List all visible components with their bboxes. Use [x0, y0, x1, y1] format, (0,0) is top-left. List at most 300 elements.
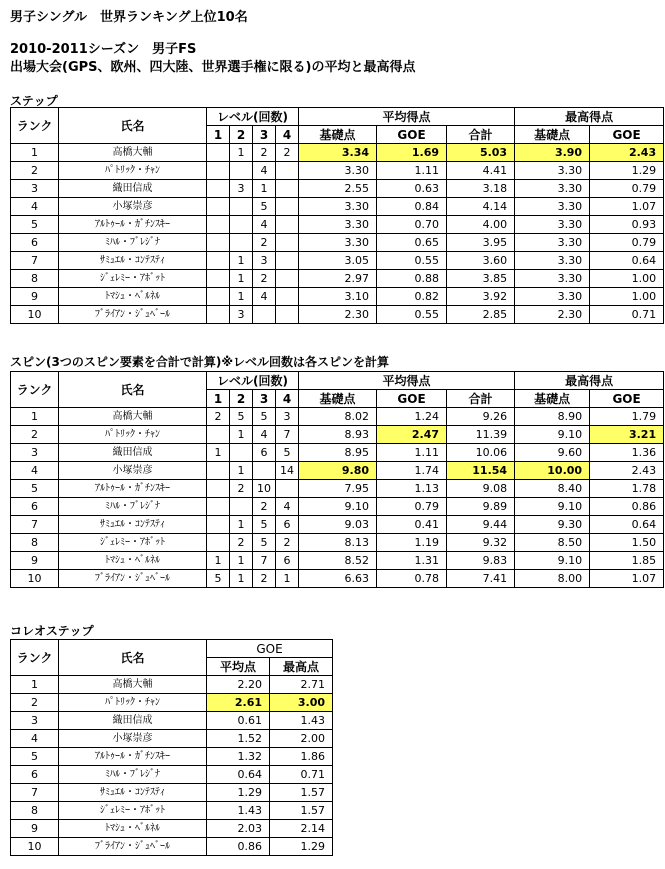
rank-header: ランク [11, 640, 59, 676]
max-base-cell: 9.10 [515, 552, 590, 570]
goe-cell: 0.63 [377, 180, 447, 198]
max-goe-cell: 0.79 [590, 180, 664, 198]
name-cell: ﾐﾊﾙ・ﾌﾞﾚｼﾞﾅ [59, 498, 207, 516]
level-4-cell [276, 252, 299, 270]
name-cell: ﾌﾞﾗｲｱﾝ・ｼﾞｭﾍﾞｰﾙ [59, 570, 207, 588]
name-header: 氏名 [59, 640, 207, 676]
level-3-cell: 2 [253, 234, 276, 252]
level-3-cell: 10 [253, 480, 276, 498]
max-base-cell: 8.50 [515, 534, 590, 552]
goe-cell: 1.19 [377, 534, 447, 552]
base-cell: 8.13 [299, 534, 377, 552]
total-cell: 3.18 [447, 180, 515, 198]
max-cell: 3.00 [270, 694, 333, 712]
table-row [11, 306, 664, 324]
level-3-cell: 5 [253, 408, 276, 426]
avg-cell: 2.20 [207, 676, 270, 694]
total-header: 合計 [447, 126, 515, 144]
base-header: 基礎点 [299, 390, 377, 408]
level-3-cell: 4 [253, 288, 276, 306]
table-row [11, 802, 333, 820]
level-2-header: 2 [230, 390, 253, 408]
level-4-cell: 14 [276, 462, 299, 480]
max-base-cell: 9.30 [515, 516, 590, 534]
table-row [11, 838, 333, 856]
total-header: 合計 [447, 390, 515, 408]
level-1-cell [207, 426, 230, 444]
rank-cell: 3 [11, 180, 59, 198]
max-base-cell: 10.00 [515, 462, 590, 480]
max-base-header: 基礎点 [515, 126, 590, 144]
rank-cell: 4 [11, 198, 59, 216]
name-cell: 高橋大輔 [59, 408, 207, 426]
table-row [11, 534, 664, 552]
table-row [11, 180, 664, 198]
level-4-cell [276, 162, 299, 180]
level-1-header: 1 [207, 126, 230, 144]
base-cell: 2.97 [299, 270, 377, 288]
total-cell: 9.83 [447, 552, 515, 570]
total-cell: 3.92 [447, 288, 515, 306]
total-cell: 7.41 [447, 570, 515, 588]
base-cell: 9.10 [299, 498, 377, 516]
name-cell: ﾊﾟﾄﾘｯｸ・ﾁｬﾝ [59, 426, 207, 444]
name-cell: ｼﾞｪﾚﾐｰ・ｱﾎﾞｯﾄ [59, 270, 207, 288]
level-3-cell: 7 [253, 552, 276, 570]
name-cell: 高橋大輔 [59, 676, 207, 694]
level-3-header: 3 [253, 126, 276, 144]
level-1-cell [207, 270, 230, 288]
total-cell: 3.85 [447, 270, 515, 288]
base-cell: 3.30 [299, 198, 377, 216]
rank-cell: 2 [11, 162, 59, 180]
name-cell: 小塚崇彦 [59, 462, 207, 480]
goe-cell: 0.82 [377, 288, 447, 306]
max-goe-cell: 0.79 [590, 234, 664, 252]
max-base-cell: 3.30 [515, 162, 590, 180]
choreo-table [10, 639, 333, 856]
name-cell: 高橋大輔 [59, 144, 207, 162]
max-goe-cell: 1.78 [590, 480, 664, 498]
name-cell: 小塚崇彦 [59, 198, 207, 216]
goe-cell: 0.55 [377, 252, 447, 270]
table-row [11, 570, 664, 588]
level-4-cell: 6 [276, 552, 299, 570]
base-cell: 7.95 [299, 480, 377, 498]
level-2-cell: 1 [230, 516, 253, 534]
avg-cell: 2.03 [207, 820, 270, 838]
goe-cell: 0.70 [377, 216, 447, 234]
max-base-cell: 3.30 [515, 234, 590, 252]
level-2-cell: 1 [230, 462, 253, 480]
base-cell: 2.30 [299, 306, 377, 324]
max-goe-cell: 1.07 [590, 570, 664, 588]
avg-cell: 0.86 [207, 838, 270, 856]
total-cell: 4.41 [447, 162, 515, 180]
level-3-cell [253, 462, 276, 480]
table-row [11, 426, 664, 444]
rank-cell: 5 [11, 480, 59, 498]
base-cell: 3.05 [299, 252, 377, 270]
goe-cell: 1.69 [377, 144, 447, 162]
total-cell: 10.06 [447, 444, 515, 462]
level-3-cell: 2 [253, 270, 276, 288]
avg-cell: 1.29 [207, 784, 270, 802]
level-2-cell: 1 [230, 426, 253, 444]
avg-header: 平均得点 [299, 108, 515, 126]
max-goe-cell: 1.85 [590, 552, 664, 570]
level-3-cell: 5 [253, 516, 276, 534]
level-1-header: 1 [207, 390, 230, 408]
base-cell: 3.30 [299, 216, 377, 234]
goe-cell: 1.11 [377, 444, 447, 462]
rank-cell: 10 [11, 306, 59, 324]
total-cell: 5.03 [447, 144, 515, 162]
base-cell: 6.63 [299, 570, 377, 588]
name-cell: ｼﾞｪﾚﾐｰ・ｱﾎﾞｯﾄ [59, 534, 207, 552]
max-goe-cell: 1.29 [590, 162, 664, 180]
level-1-cell [207, 252, 230, 270]
goe-cell: 1.13 [377, 480, 447, 498]
goe-header: GOE [207, 640, 333, 658]
level-4-cell [276, 180, 299, 198]
max-base-cell: 8.90 [515, 408, 590, 426]
name-cell: 織田信成 [59, 444, 207, 462]
max-cell: 1.86 [270, 748, 333, 766]
name-cell: 織田信成 [59, 712, 207, 730]
level-2-cell [230, 198, 253, 216]
name-cell: ｱﾙﾄｩｰﾙ・ｶﾞﾁﾝｽｷｰ [59, 480, 207, 498]
avg-cell: 0.61 [207, 712, 270, 730]
level-3-cell: 2 [253, 498, 276, 516]
max-base-header: 基礎点 [515, 390, 590, 408]
goe-cell: 1.11 [377, 162, 447, 180]
level-3-header: 3 [253, 390, 276, 408]
rank-cell: 8 [11, 802, 59, 820]
level-1-cell [207, 306, 230, 324]
rank-cell: 2 [11, 694, 59, 712]
rank-cell: 7 [11, 784, 59, 802]
goe-cell: 0.65 [377, 234, 447, 252]
name-cell: ﾐﾊﾙ・ﾌﾞﾚｼﾞﾅ [59, 234, 207, 252]
level-2-cell: 3 [230, 306, 253, 324]
level-3-cell: 1 [253, 180, 276, 198]
total-cell: 9.89 [447, 498, 515, 516]
total-cell: 9.26 [447, 408, 515, 426]
table-row [11, 694, 333, 712]
level-2-cell: 3 [230, 180, 253, 198]
level-header: レベル(回数) [207, 372, 299, 390]
name-cell: ﾊﾟﾄﾘｯｸ・ﾁｬﾝ [59, 694, 207, 712]
avg-header: 平均点 [207, 658, 270, 676]
table-row [11, 270, 664, 288]
total-cell: 4.14 [447, 198, 515, 216]
base-cell: 8.93 [299, 426, 377, 444]
level-3-cell: 3 [253, 252, 276, 270]
max-header: 最高点 [270, 658, 333, 676]
rank-cell: 1 [11, 408, 59, 426]
max-cell: 2.00 [270, 730, 333, 748]
total-cell: 3.60 [447, 252, 515, 270]
rank-cell: 7 [11, 516, 59, 534]
season-line: 2010-2011シーズン 男子FS [10, 42, 197, 57]
max-goe-header: GOE [590, 390, 664, 408]
level-2-cell: 1 [230, 288, 253, 306]
rank-cell: 7 [11, 252, 59, 270]
level-1-cell: 5 [207, 570, 230, 588]
level-4-cell: 3 [276, 408, 299, 426]
total-cell: 4.00 [447, 216, 515, 234]
base-cell: 3.30 [299, 162, 377, 180]
table-row [11, 820, 333, 838]
goe-cell: 1.24 [377, 408, 447, 426]
max-goe-cell: 1.79 [590, 408, 664, 426]
goe-cell: 1.74 [377, 462, 447, 480]
rank-cell: 5 [11, 748, 59, 766]
level-2-cell: 2 [230, 534, 253, 552]
max-base-cell: 3.30 [515, 198, 590, 216]
goe-header: GOE [377, 126, 447, 144]
level-4-cell: 2 [276, 534, 299, 552]
level-1-cell [207, 498, 230, 516]
name-cell: ｻﾐｭｴﾙ・ｺﾝﾃｽﾃｨ [59, 252, 207, 270]
table-row [11, 766, 333, 784]
name-cell: ｻﾐｭｴﾙ・ｺﾝﾃｽﾃｨ [59, 516, 207, 534]
base-cell: 8.52 [299, 552, 377, 570]
level-4-cell: 1 [276, 570, 299, 588]
spin-section-title: スピン(3つのスピン要素を合計で計算)※レベル回数は各スピンを計算 [10, 355, 389, 369]
total-cell: 9.32 [447, 534, 515, 552]
name-cell: ﾐﾊﾙ・ﾌﾞﾚｼﾞﾅ [59, 766, 207, 784]
level-1-cell [207, 234, 230, 252]
level-3-cell: 4 [253, 426, 276, 444]
competitions-line: 出場大会(GPS、欧州、四大陸、世界選手権に限る)の平均と最高得点 [10, 60, 416, 75]
total-cell: 9.08 [447, 480, 515, 498]
name-cell: ﾊﾟﾄﾘｯｸ・ﾁｬﾝ [59, 162, 207, 180]
table-row [11, 288, 664, 306]
total-cell: 9.44 [447, 516, 515, 534]
max-cell: 2.71 [270, 676, 333, 694]
table-row [11, 712, 333, 730]
level-4-header: 4 [276, 390, 299, 408]
level-1-cell [207, 162, 230, 180]
max-goe-cell: 2.43 [590, 144, 664, 162]
level-1-cell: 1 [207, 444, 230, 462]
rank-cell: 8 [11, 534, 59, 552]
name-cell: ﾌﾞﾗｲｱﾝ・ｼﾞｭﾍﾞｰﾙ [59, 838, 207, 856]
table-row [11, 444, 664, 462]
goe-cell: 2.47 [377, 426, 447, 444]
rank-cell: 10 [11, 838, 59, 856]
name-cell: ﾌﾞﾗｲｱﾝ・ｼﾞｭﾍﾞｰﾙ [59, 306, 207, 324]
choreo-section-title: コレオステップ [10, 624, 94, 638]
max-base-cell: 3.30 [515, 252, 590, 270]
total-cell: 2.85 [447, 306, 515, 324]
avg-cell: 1.32 [207, 748, 270, 766]
base-cell: 8.02 [299, 408, 377, 426]
goe-cell: 0.55 [377, 306, 447, 324]
goe-cell: 0.79 [377, 498, 447, 516]
rank-cell: 1 [11, 144, 59, 162]
rank-cell: 2 [11, 426, 59, 444]
name-cell: 小塚崇彦 [59, 730, 207, 748]
table-row [11, 730, 333, 748]
max-goe-cell: 0.64 [590, 252, 664, 270]
level-4-cell [276, 198, 299, 216]
max-base-cell: 9.10 [515, 426, 590, 444]
level-4-cell [276, 306, 299, 324]
level-4-cell [276, 270, 299, 288]
level-2-header: 2 [230, 126, 253, 144]
table-row [11, 198, 664, 216]
level-2-cell: 1 [230, 144, 253, 162]
rank-cell: 4 [11, 462, 59, 480]
max-cell: 1.43 [270, 712, 333, 730]
goe-cell: 0.88 [377, 270, 447, 288]
table-row [11, 252, 664, 270]
max-goe-cell: 1.00 [590, 270, 664, 288]
base-cell: 9.03 [299, 516, 377, 534]
base-cell: 8.95 [299, 444, 377, 462]
total-cell: 3.95 [447, 234, 515, 252]
max-goe-header: GOE [590, 126, 664, 144]
level-4-cell: 6 [276, 516, 299, 534]
rank-cell: 6 [11, 234, 59, 252]
goe-cell: 0.41 [377, 516, 447, 534]
max-base-cell: 8.40 [515, 480, 590, 498]
table-row [11, 216, 664, 234]
total-cell: 11.54 [447, 462, 515, 480]
level-2-cell [230, 444, 253, 462]
rank-cell: 1 [11, 676, 59, 694]
max-header: 最高得点 [515, 108, 664, 126]
level-4-cell [276, 216, 299, 234]
rank-cell: 9 [11, 288, 59, 306]
name-cell: 織田信成 [59, 180, 207, 198]
level-1-cell [207, 198, 230, 216]
level-4-cell: 2 [276, 144, 299, 162]
table-row [11, 498, 664, 516]
level-3-cell: 5 [253, 198, 276, 216]
max-goe-cell: 1.36 [590, 444, 664, 462]
max-base-cell: 9.10 [515, 498, 590, 516]
table-row [11, 408, 664, 426]
max-base-cell: 3.90 [515, 144, 590, 162]
table-row [11, 784, 333, 802]
level-1-cell [207, 144, 230, 162]
max-base-cell: 8.00 [515, 570, 590, 588]
rank-cell: 4 [11, 730, 59, 748]
max-goe-cell: 1.00 [590, 288, 664, 306]
level-1-cell [207, 516, 230, 534]
level-4-cell [276, 480, 299, 498]
avg-cell: 0.64 [207, 766, 270, 784]
name-cell: ｱﾙﾄｩｰﾙ・ｶﾞﾁﾝｽｷｰ [59, 748, 207, 766]
avg-cell: 2.61 [207, 694, 270, 712]
max-goe-cell: 0.86 [590, 498, 664, 516]
rank-cell: 3 [11, 712, 59, 730]
max-goe-cell: 1.07 [590, 198, 664, 216]
rank-header: ランク [11, 108, 59, 144]
goe-cell: 1.31 [377, 552, 447, 570]
level-3-cell: 4 [253, 216, 276, 234]
level-3-cell [253, 306, 276, 324]
rank-header: ランク [11, 372, 59, 408]
rank-cell: 3 [11, 444, 59, 462]
level-2-cell [230, 216, 253, 234]
goe-cell: 0.78 [377, 570, 447, 588]
rank-cell: 9 [11, 552, 59, 570]
max-goe-cell: 1.50 [590, 534, 664, 552]
level-3-cell: 4 [253, 162, 276, 180]
rank-cell: 8 [11, 270, 59, 288]
rank-cell: 5 [11, 216, 59, 234]
rank-cell: 10 [11, 570, 59, 588]
level-1-cell [207, 462, 230, 480]
goe-header: GOE [377, 390, 447, 408]
max-cell: 0.71 [270, 766, 333, 784]
table-row [11, 234, 664, 252]
level-1-cell: 1 [207, 552, 230, 570]
max-base-cell: 3.30 [515, 270, 590, 288]
max-cell: 1.57 [270, 802, 333, 820]
max-cell: 1.57 [270, 784, 333, 802]
level-4-header: 4 [276, 126, 299, 144]
table-row [11, 480, 664, 498]
table-row [11, 748, 333, 766]
level-1-cell [207, 480, 230, 498]
base-cell: 2.55 [299, 180, 377, 198]
level-4-cell: 7 [276, 426, 299, 444]
name-header: 氏名 [59, 108, 207, 144]
name-cell: ﾄﾏｼｭ・ﾍﾞﾙﾈﾙ [59, 820, 207, 838]
level-3-cell: 6 [253, 444, 276, 462]
level-1-cell [207, 180, 230, 198]
max-base-cell: 9.60 [515, 444, 590, 462]
step-table [10, 107, 664, 324]
total-cell: 11.39 [447, 426, 515, 444]
name-cell: ﾄﾏｼｭ・ﾍﾞﾙﾈﾙ [59, 288, 207, 306]
level-2-cell: 1 [230, 570, 253, 588]
level-1-cell: 2 [207, 408, 230, 426]
table-row [11, 144, 664, 162]
max-cell: 2.14 [270, 820, 333, 838]
level-2-cell: 1 [230, 552, 253, 570]
level-1-cell [207, 288, 230, 306]
rank-cell: 9 [11, 820, 59, 838]
level-4-cell [276, 234, 299, 252]
base-cell: 9.80 [299, 462, 377, 480]
name-cell: ﾄﾏｼｭ・ﾍﾞﾙﾈﾙ [59, 552, 207, 570]
level-4-cell: 4 [276, 498, 299, 516]
level-4-cell [276, 288, 299, 306]
max-cell: 1.29 [270, 838, 333, 856]
level-2-cell [230, 162, 253, 180]
goe-cell: 0.84 [377, 198, 447, 216]
max-base-cell: 3.30 [515, 288, 590, 306]
max-base-cell: 3.30 [515, 180, 590, 198]
base-cell: 3.10 [299, 288, 377, 306]
level-3-cell: 2 [253, 570, 276, 588]
name-header: 氏名 [59, 372, 207, 408]
avg-cell: 1.52 [207, 730, 270, 748]
max-goe-cell: 0.93 [590, 216, 664, 234]
rank-cell: 6 [11, 766, 59, 784]
level-2-cell: 2 [230, 480, 253, 498]
page-title: 男子シングル 世界ランキング上位10名 [10, 10, 248, 25]
base-cell: 3.30 [299, 234, 377, 252]
max-base-cell: 3.30 [515, 216, 590, 234]
